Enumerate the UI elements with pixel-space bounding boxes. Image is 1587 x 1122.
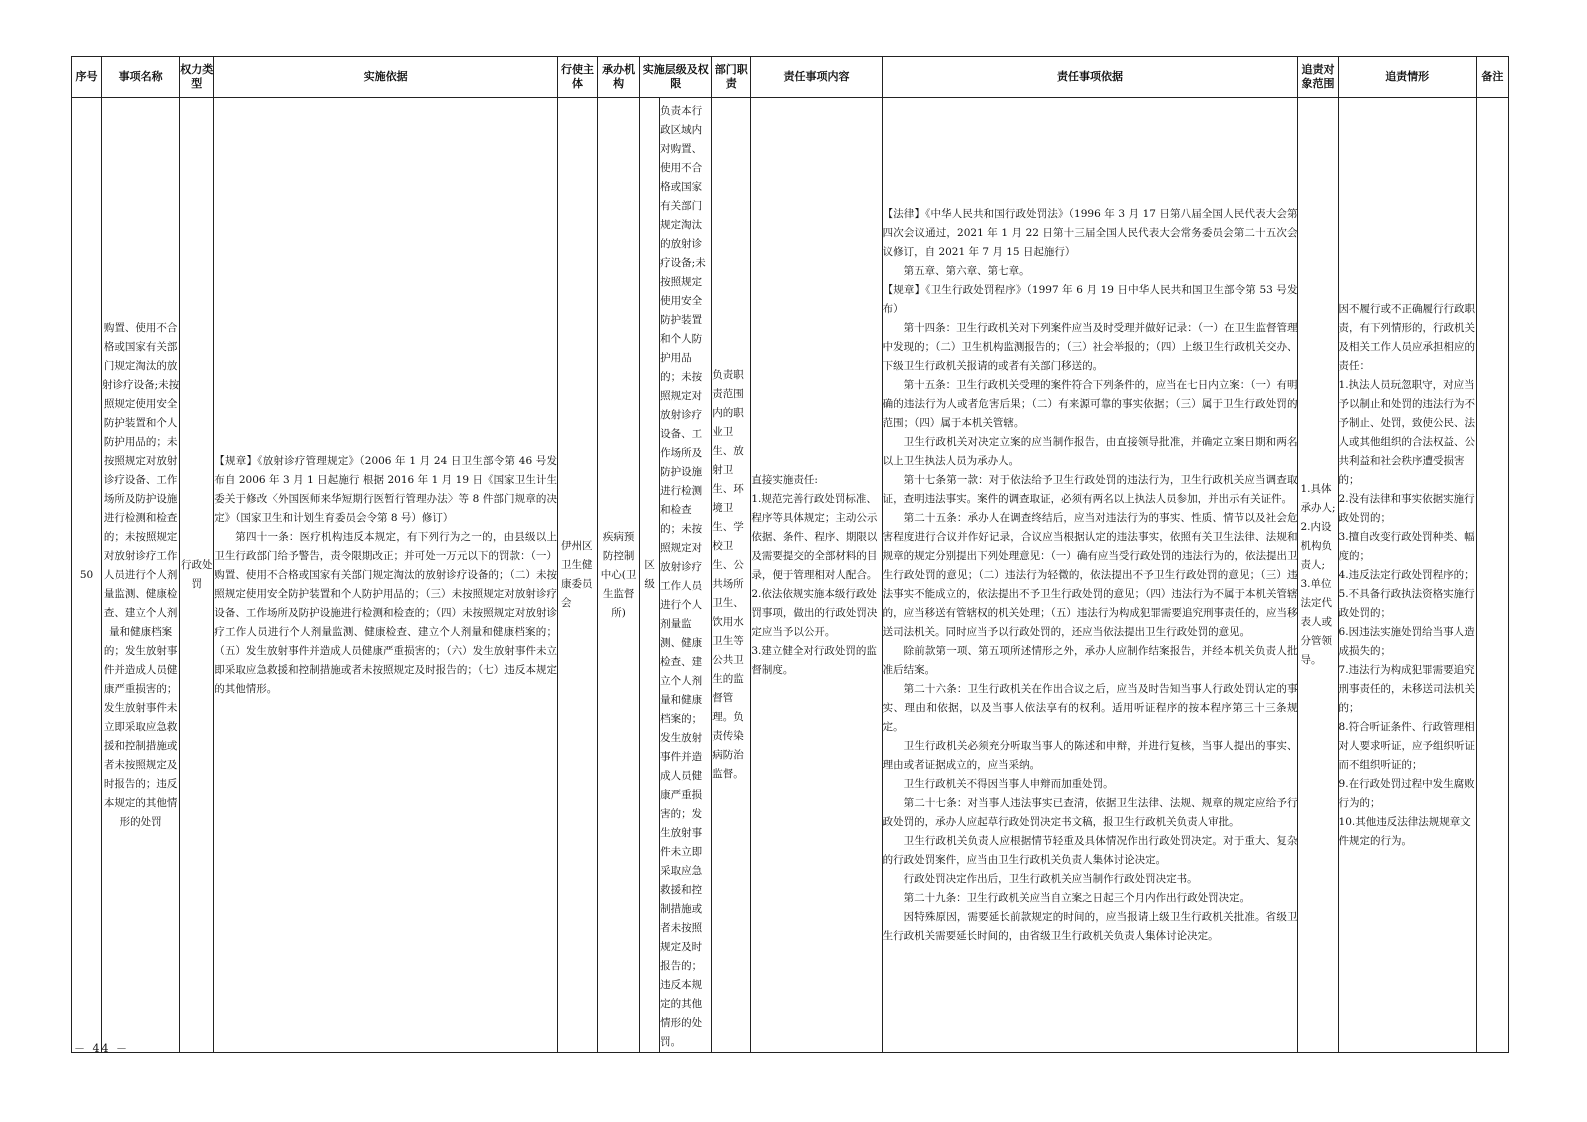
header-basis: 实施依据	[214, 57, 558, 98]
scope-line: 责人;	[1300, 559, 1326, 571]
power-type: 行政处罚	[180, 98, 214, 1053]
accountability-item: 因不履行或不正确履行行政职责，有下列情形的，行政机关及相关工作人员应承担相应的责任：	[1338, 302, 1476, 372]
implementation-level	[640, 98, 660, 1053]
accountability-item: 9.在行政处罚过程中发生腐败行为的；	[1338, 777, 1475, 809]
page-number: － 44 －	[74, 1042, 129, 1055]
scope-line: 2.内设	[1300, 521, 1332, 533]
header-scope: 追责对象范围	[1298, 57, 1338, 98]
header-subject: 行使主体	[557, 57, 597, 98]
scope-line: 1.具体	[1300, 483, 1332, 495]
scope-line: 机构负	[1300, 540, 1332, 552]
header-level: 实施层级及权限	[640, 57, 712, 98]
scope-line: 导。	[1300, 654, 1322, 666]
accountability-item: 6.因违法实施处罚给当事人造成损失的；	[1338, 625, 1475, 657]
agency-line: 生监督	[602, 587, 635, 600]
exercising-subject	[557, 98, 597, 1053]
responsibility-table	[71, 56, 1509, 1053]
accountability-item: 1.执法人员玩忽职守，对应当予以制止和处罚的违法行为不予制止、处罚，致使公民、法人或其他组织的合法权益、公共利益和社会秩序遭受损害的；	[1338, 378, 1476, 486]
resp-basis-paragraph: 因特殊原因，需要延长前款规定的时间的，应当报请上级卫生行政机关批准。省级卫生行政机关需要延长时间的，由省级卫生行政机关负责人集体讨论决定。	[882, 910, 1298, 942]
accountability-situations	[1338, 98, 1476, 1053]
resp-basis-paragraph: 第五章、第六章、第七章。	[903, 264, 1030, 277]
subject-line: 伊州区	[560, 540, 593, 552]
header-duty: 部门职责	[712, 57, 751, 98]
accountability-item: 7.违法行为构成犯罪需要追究刑事责任的，未移送司法机关的；	[1338, 663, 1476, 714]
resp-basis-paragraph: 第十七条第一款：对于依法给予卫生行政处罚的违法行为，卫生行政机关应当调查取证，查明违法事实。案件的调查取证，必须有两名以上执法人员参加，并出示有关证件。	[882, 473, 1298, 505]
accountability-item: 4.违反法定行政处罚程序的；	[1338, 568, 1475, 581]
resp-basis-paragraph: 行政处罚决定作出后，卫生行政机关应当制作行政处罚决定书。	[903, 872, 1198, 885]
resp-basis-paragraph: 第十五条：卫生行政机关受理的案件符合下列条件的，应当在七日内立案：（一）有明确的违法行为人或者危害后果；（二）有来源可靠的事实依据；（三）属于卫生行政处罚的范围；（四）属于本机关管辖。	[882, 378, 1298, 429]
agency-line: 中心(卫	[600, 568, 637, 581]
responsibility-content	[751, 98, 882, 1053]
resp-content-item: 2.依法依规实施本级行政处罚事项，做出的行政处罚决定应当予以公开。	[751, 587, 878, 638]
header-agency: 承办机构	[598, 57, 640, 98]
basis-article: 第四十一条：医疗机构违反本规定，有下列行为之一的，由县级以上卫生行政部门给予警告，责令限期改正；并可处一万元以下的罚款：（一）购置、使用不合格或国家有关部门规定淘汰的放射诊疗设备的；（二）未按照规定使用安全防护装置和个人防护用品的；（三）未按照规定对放射诊疗设备、工作场所及防护设施进行检测和检查的；（四）未按照规定对放射诊疗工作人员进行个人剂量监测、健康检查、建立个人剂量和健康档案的；（五）发生放射事件并造成人员健康严重损害的；（六）发生放射事件未立即采取应急救援和控制措施或者未按照规定及时报告的；（七）违反本规定的其他情形。	[214, 530, 557, 695]
subject-line: 会	[560, 597, 572, 609]
header-resp-basis: 责任事项依据	[882, 57, 1298, 98]
accountability-item: 10.其他违反法律法规规章文件规定的行为。	[1338, 815, 1471, 847]
accountability-item: 2.没有法律和事实依据实施行政处罚的；	[1338, 492, 1475, 524]
accountability-item: 8.符合听证条件、行政管理相对人要求听证，应予组织听证而不组织听证的；	[1338, 720, 1476, 771]
scope-line: 承办人;	[1300, 502, 1336, 514]
responsibility-basis	[882, 98, 1298, 1053]
table-row	[72, 98, 1509, 1053]
scope-line: 法定代	[1300, 597, 1332, 609]
header-no: 序号	[72, 57, 102, 98]
undertaking-agency	[598, 98, 640, 1053]
basis-regulation: 【规章】《放射诊疗管理规定》（2006 年 1 月 24 日卫生部令第 46 号发布自 2006 年 3 月 1 日起施行 根据 2016 年 1 月 19 日《国家卫生计生委关于修改〈外国医师来华短期行医暂行管理办法〉等 8 件部门规章的决定》（国家卫生和计划生育委员会令第 8 号）修订）	[214, 454, 557, 524]
implementation-basis	[214, 98, 558, 1053]
accountability-item: 3.擅自改变行政处罚种类、幅度的；	[1338, 530, 1475, 562]
subject-line: 卫生健	[560, 559, 593, 571]
subject-line: 康委员	[560, 578, 593, 590]
resp-basis-paragraph: 卫生行政机关对决定立案的应当制作报告，由直接领导批准，并确定立案日期和两名以上卫生执法人员为承办人。	[882, 435, 1298, 467]
agency-line: 所)	[611, 606, 626, 619]
resp-basis-paragraph: 【法律】《中华人民共和国行政处罚法》（1996 年 3 月 17 日第八届全国人民代表大会第四次会议通过，2021 年 1 月 22 日第十三届全国人民代表大会常务委员会第二十五次会议修订，自 2021 年 7 月 15 日起施行）	[882, 207, 1298, 258]
header-name: 事项名称	[102, 57, 180, 98]
header-resp-content: 责任事项内容	[751, 57, 882, 98]
agency-line: 防控制	[602, 549, 635, 562]
accountability-scope	[1298, 98, 1338, 1053]
header-accountability: 追责情形	[1338, 57, 1476, 98]
scope-line: 3.单位	[1300, 578, 1332, 590]
scope-line: 分管领	[1300, 635, 1332, 647]
header-remark: 备注	[1476, 57, 1508, 98]
resp-basis-paragraph: 卫生行政机关负责人应根据情节轻重及具体情况作出行政处罚决定。对于重大、复杂的行政处罚案件，应当由卫生行政机关负责人集体讨论决定。	[882, 834, 1298, 866]
resp-basis-paragraph: 第十四条：卫生行政机关对下列案件应当及时受理并做好记录：（一）在卫生监督管理中发现的；（二）卫生机构监测报告的；（三）社会举报的；（四）上级卫生行政机关交办、下级卫生行政机关报请的或者有关部门移送的。	[882, 321, 1298, 372]
resp-content-item: 3.建立健全对行政处罚的监督制度。	[751, 644, 877, 676]
resp-content-item: 直接实施责任:	[751, 473, 818, 486]
item-name: 购置、使用不合格或国家有关部门规定淘汰的放射诊疗设备;未按照规定使用安全防护装置和个人防护用品的；未按照规定对放射诊疗设备、工作场所及防护设施进行检测和检查的；未按照规定对放射诊疗工作人员进行个人剂量监测、健康检查、建立个人剂量和健康档案的；发生放射事件并造成人员健康严重损害的；发生放射事件未立即采取应急救援和控制措施或者未按照规定及时报告的；违反本规定的其他情形的处罚	[102, 98, 180, 1053]
header-type: 权力类型	[180, 57, 214, 98]
resp-basis-paragraph: 第二十五条：承办人在调查终结后，应当对违法行为的事实、性质、情节以及社会危害程度进行合议并作好记录，合议应当根据认定的违法事实，依照有关卫生法律、法规和规章的规定分别提出下列处理意见：（一）确有应当受行政处罚的违法行为的，依法提出卫生行政处罚的意见；（二）违法行为轻微的，依法提出不予卫生行政处罚的意见；（三）违法事实不能成立的，依法提出不予卫生行政处罚的意见；（四）违法行为不属于本机关管辖的，应当移送有管辖权的机关处理；（五）违法行为构成犯罪需要追究刑事责任的，应当移送司法机关。同时应当予以行政处罚的，还应当依法提出卫生行政处罚的意见。	[882, 511, 1298, 638]
resp-basis-paragraph: 第二十六条：卫生行政机关在作出合议之后，应当及时告知当事人行政处罚认定的事实、理由和依据，以及当事人依法享有的权利。适用听证程序的按本程序第三十三条规定。	[882, 682, 1298, 733]
level-line: 级	[644, 578, 655, 590]
accountability-item: 5.不具备行政执法资格实施行政处罚的；	[1338, 587, 1475, 619]
resp-basis-paragraph: 第二十九条：卫生行政机关应当自立案之日起三个月内作出行政处罚决定。	[903, 891, 1251, 904]
resp-basis-paragraph: 卫生行政机关不得因当事人申辩而加重处罚。	[903, 777, 1114, 790]
remark	[1476, 98, 1508, 1053]
resp-basis-paragraph: 卫生行政机关必须充分听取当事人的陈述和申辩，并进行复核，当事人提出的事实、理由或者证据成立的，应当采纳。	[882, 739, 1298, 771]
agency-line: 疾病预	[602, 530, 635, 543]
header-row	[72, 57, 1509, 98]
level-line: 区	[644, 559, 655, 571]
resp-content-item: 1.规范完善行政处罚标准、程序等具体规定；主动公示依据、条件、程序、期限以及需要提交的全部材料的目录，便于管理相对人配合。	[751, 492, 878, 581]
department-duty: 负责职责范围内的职业卫生、放射卫生、环境卫生、学校卫生、公共场所卫生、饮用水卫生等公共卫生的监督管理。负责传染病防治监督。	[712, 98, 751, 1053]
resp-basis-paragraph: 第二十七条：对当事人违法事实已查清，依据卫生法律、法规、规章的规定应给予行政处罚的，承办人应起草行政处罚决定书文稿，报卫生行政机关负责人审批。	[882, 796, 1298, 828]
implementation-authority: 负责本行政区域内对购置、使用不合格或国家有关部门规定淘汰的放射诊疗设备;未按照规定使用安全防护装置和个人防护用品的；未按照规定对放射诊疗设备、工作场所及防护设施进行检测和检查的；未按照规定对放射诊疗工作人员进行个人剂量监测、健康检查、建立个人剂量和健康档案的；发生放射事件并造成人员健康严重损害的；发生放射事件未立即采取应急救援和控制措施或者未按照规定及时报告的；违反本规定的其他情形的处罚。	[660, 98, 712, 1053]
scope-line: 表人或	[1300, 616, 1332, 628]
resp-basis-paragraph: 除前款第一项、第五项所述情形之外，承办人应制作结案报告，并经本机关负责人批准后结案。	[882, 644, 1298, 676]
resp-basis-paragraph: 【规章】《卫生行政处罚程序》（1997 年 6 月 19 日中华人民共和国卫生部令第 53 号发布）	[882, 283, 1298, 315]
item-no: 50	[72, 98, 102, 1053]
